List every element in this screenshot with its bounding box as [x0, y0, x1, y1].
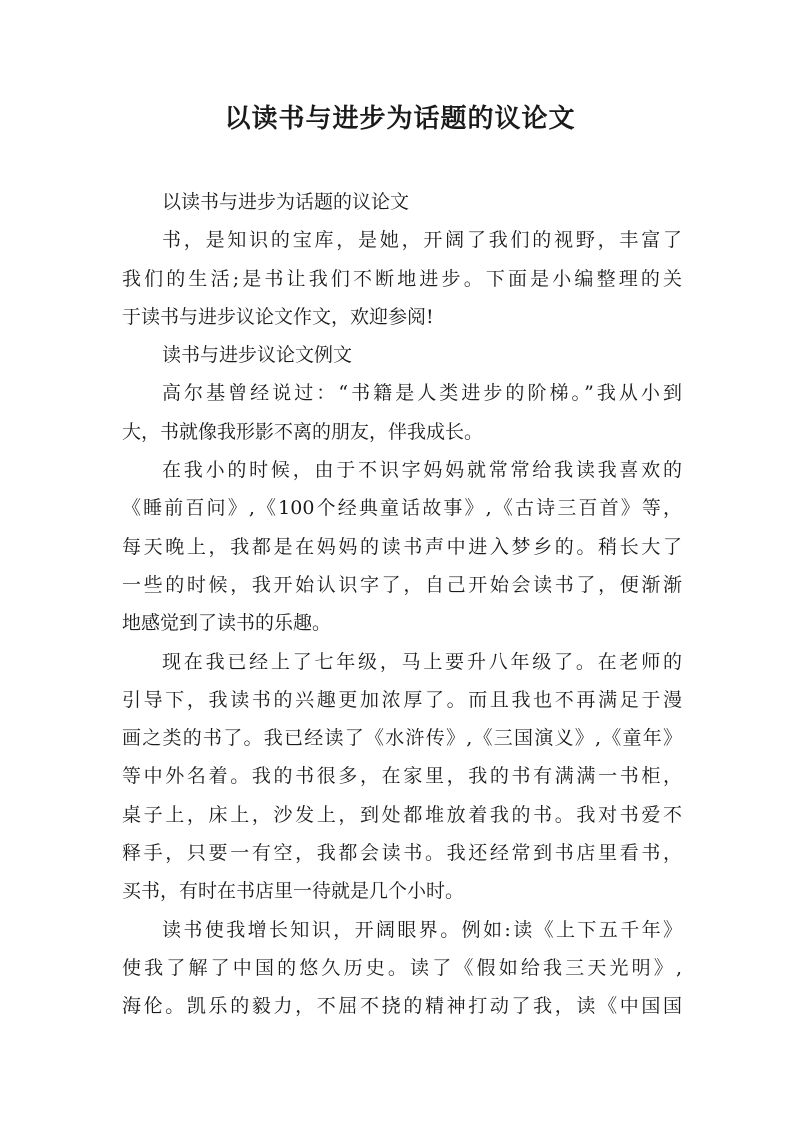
text-line: 海伦。凯乐的毅力，不屈不挠的精神打动了我，读《中国国 — [122, 995, 682, 1018]
document-body — [122, 183, 682, 1026]
text-line: 在我小的时候，由于不识字妈妈就常常给我读我喜欢的 — [162, 459, 682, 482]
text-line: 桌子上，床上，沙发上，到处都堆放着我的书。我对书爱不 — [122, 803, 682, 826]
text-line: 书，是知识的宝库，是她，开阔了我们的视野，丰富了 — [162, 229, 682, 252]
text-line: 现在我已经上了七年级，马上要升八年级了。在老师的 — [162, 650, 682, 673]
text-line: 《睡前百问》,《100个经典童话故事》,《古诗三百首》等， — [122, 497, 682, 520]
text-line: 每天晚上，我都是在妈妈的读书声中进入梦乡的。稍长大了 — [122, 535, 682, 558]
text-line: 等中外名着。我的书很多，在家里，我的书有满满一书柜， — [122, 765, 682, 788]
text-line: 地感觉到了读书的乐趣。 — [122, 612, 332, 635]
text-line: 于读书与进步议论文作文，欢迎参阅! — [122, 305, 434, 328]
text-line: 买书，有时在书店里一待就是几个小时。 — [122, 880, 465, 903]
text-line: 读书与进步议论文例文 — [162, 344, 353, 367]
text-line: 以读书与进步为话题的议论文 — [162, 191, 410, 213]
text-line: 大，书就像我形影不离的朋友，伴我成长。 — [122, 420, 484, 443]
text-line: 读书使我增长知识，开阔眼界。例如:读《上下五千年》 — [162, 918, 682, 941]
document-title: 以读书与进步为话题的议论文 — [224, 104, 576, 134]
text-line: 释手，只要一有空，我都会读书。我还经常到书店里看书， — [122, 842, 682, 865]
text-line: 一些的时候，我开始认识字了，自己开始会读书了，便渐渐 — [122, 573, 682, 596]
text-line: 使我了解了中国的悠久历史。读了《假如给我三天光明》, — [122, 956, 682, 979]
text-line: 画之类的书了。我已经读了《水浒传》,《三国演义》,《童年》 — [122, 727, 682, 750]
text-line: 我们的生活;是书让我们不断地进步。下面是小编整理的关 — [122, 267, 682, 290]
text-line: 引导下，我读书的兴趣更加浓厚了。而且我也不再满足于漫 — [122, 688, 682, 711]
text-line: 高尔基曾经说过：“书籍是人类进步的阶梯。”我从小到 — [162, 382, 682, 405]
